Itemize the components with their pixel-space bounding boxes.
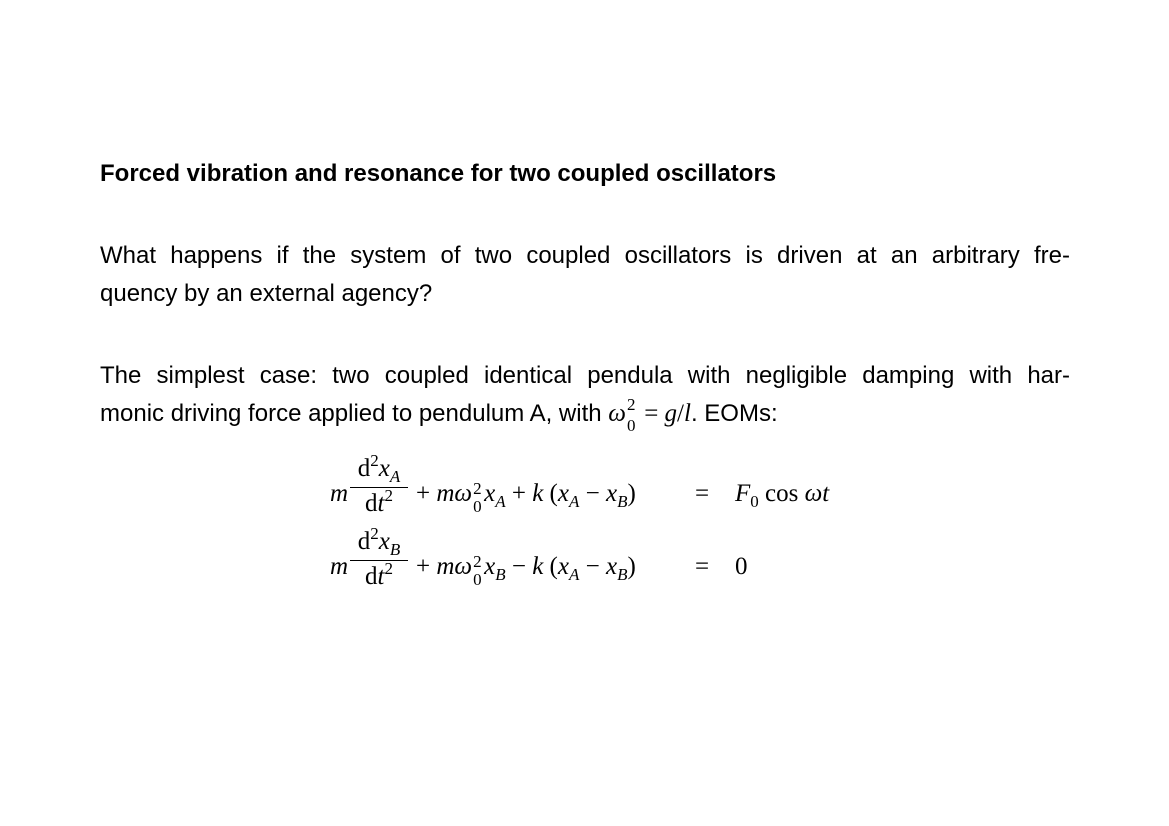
relation-g-over-l: = g/l (637, 400, 691, 427)
slide-title: Forced vibration and resonance for two coupled oscillators (100, 160, 777, 187)
eq1-lhs-terms: + mω 2 0 $x_A + k$ $(x_A - x_B)$ (416, 479, 636, 516)
paragraph-question-line-1: What happens if the system of two coupled oscillators is driven at an arbitrary fre- (100, 242, 1070, 269)
paragraph-question (100, 237, 1070, 313)
paragraph-simplest-case-line-2 (100, 395, 1070, 433)
eq2-equals: = (695, 553, 710, 580)
paragraph-question-line-2: quency by an external agency? (100, 280, 433, 307)
eq1-rhs: $F_0$ cos ωt (735, 480, 830, 511)
eq2-rhs: 0 (735, 553, 748, 580)
line-2-text-before: monic driving force applied to pendulum A, with (100, 400, 609, 427)
line-2-text-after: . EOMs: (690, 400, 778, 427)
paragraph-simplest-case-line-1: The simplest case: two coupled identical pendula with negligible damping with har- (100, 362, 1070, 389)
omega-squared-inline: ω 2 0 (608, 395, 636, 435)
eq2-second-derivative: $d^2x_B$ $dt^2$ (350, 528, 408, 593)
paragraph-simplest-case (100, 357, 1070, 433)
equation-2 (330, 524, 870, 603)
eq2-mass: m (330, 553, 349, 580)
eq1-mass: m (330, 480, 349, 507)
eq2-lhs-terms: + mω 2 0 $x_B - k$ $(x_A - x_B)$ (416, 552, 636, 589)
eq1-second-derivative: $d^2x_A$ $dt^2$ (350, 455, 408, 520)
equation-1 (330, 451, 870, 530)
eq1-equals: = (695, 480, 710, 507)
